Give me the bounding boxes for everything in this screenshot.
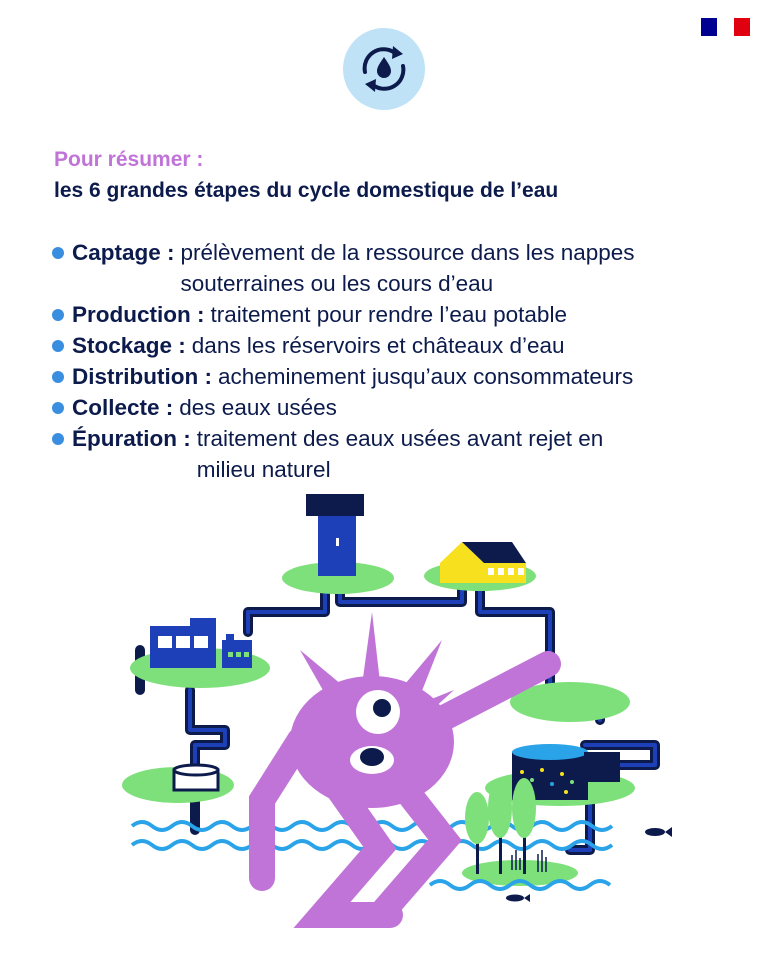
bullet-icon — [52, 309, 64, 321]
step-name: Distribution : — [72, 364, 212, 389]
step-collecte — [52, 392, 635, 423]
bullet-icon — [52, 340, 64, 352]
step-desc: milieu naturel — [196, 457, 331, 482]
step-name: Collecte : — [72, 395, 174, 420]
step-desc: traitement pour rendre l’eau potable — [210, 302, 567, 327]
step-captage — [52, 237, 635, 299]
step-desc: traitement des eaux usées avant rejet en — [196, 426, 604, 451]
step-desc: prélèvement de la ressource dans les nappes — [180, 240, 635, 265]
bullet-icon — [52, 402, 64, 414]
bullet-icon — [52, 371, 64, 383]
subtitle: Pour résumer : — [54, 148, 204, 171]
step-production — [52, 299, 635, 330]
step-name: Captage : — [72, 240, 175, 265]
water-drop-icon — [377, 57, 391, 78]
french-flag-icon — [701, 18, 750, 36]
step-desc: des eaux usées — [179, 395, 337, 420]
step-name: Épuration : — [72, 426, 191, 451]
step-name: Stockage : — [72, 333, 186, 358]
page-title: les 6 grandes étapes du cycle domestique de l’eau — [54, 179, 559, 202]
well-icon — [174, 765, 218, 790]
step-distribution — [52, 361, 635, 392]
step-desc: acheminement jusqu’aux consommateurs — [217, 364, 634, 389]
step-epuration — [52, 423, 635, 485]
steps-list — [52, 237, 635, 485]
water-cycle-illustration — [0, 480, 768, 960]
factory-icon — [150, 618, 252, 668]
step-desc: souterraines ou les cours d’eau — [180, 271, 494, 296]
bullet-icon — [52, 433, 64, 445]
step-desc: dans les réservoirs et châteaux d’eau — [191, 333, 565, 358]
house-icon — [440, 542, 526, 583]
bullet-icon — [52, 247, 64, 259]
step-name: Production : — [72, 302, 205, 327]
step-stockage — [52, 330, 635, 361]
water-cycle-icon — [343, 28, 425, 110]
